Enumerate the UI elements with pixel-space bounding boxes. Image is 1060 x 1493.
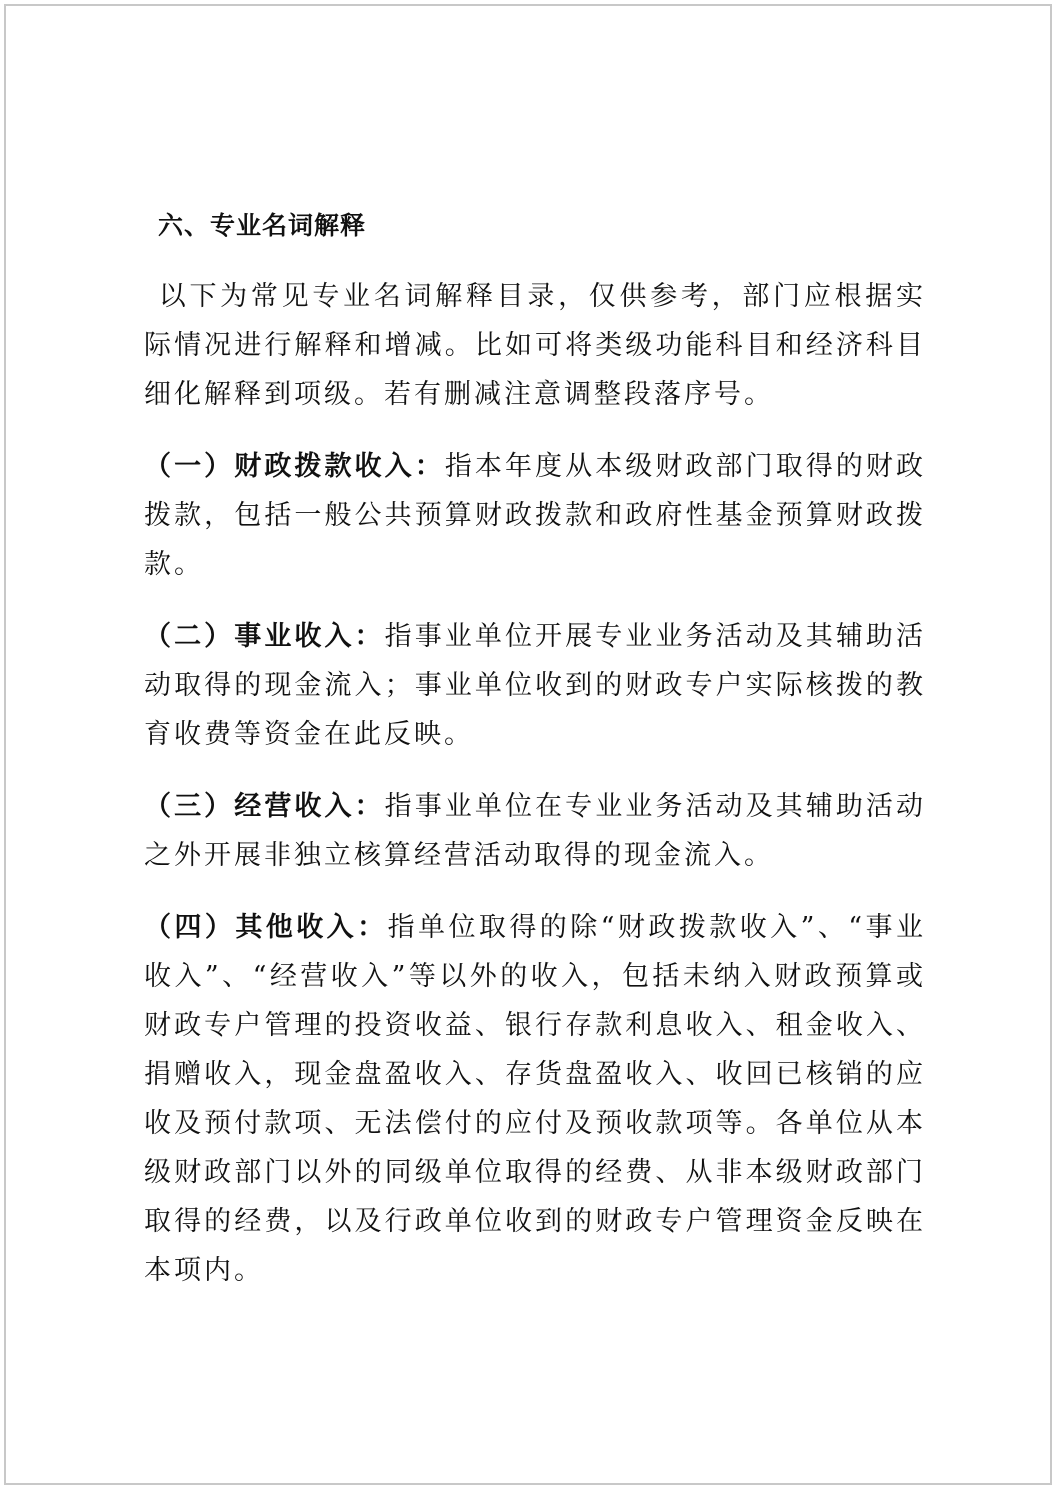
term-label: （四）其他收入： (144, 912, 388, 943)
document-page (4, 4, 1052, 1485)
term-definition: 指本年度从本级财政部门取得的财政拨款，包括一般公共预算财政拨款和政府性基金预算财政拨款。 (144, 451, 927, 580)
term-paragraph-4 (144, 903, 926, 1295)
term-paragraph-2 (144, 612, 926, 759)
intro-text: 以下为常见专业名词解释目录，仅供参考，部门应根据实际情况进行解释和增减。比如可将类级功能科目和经济科目细化解释到项级。若有删减注意调整段落序号。 (144, 281, 926, 410)
term-label: （一）财政拨款收入： (144, 451, 445, 482)
term-definition: 指事业单位开展专业业务活动及其辅助活动取得的现金流入；事业单位收到的财政专户实际核拨的教育收费等资金在此反映。 (144, 621, 926, 750)
document-content (144, 202, 926, 1318)
term-paragraph-3 (144, 782, 926, 880)
section-title: 六、专业名词解释 (158, 211, 367, 240)
intro-paragraph (144, 272, 926, 419)
term-label: （三）经营收入： (144, 791, 385, 822)
term-paragraph-1 (144, 442, 926, 589)
term-label: （二）事业收入： (144, 621, 385, 652)
term-definition: 指单位取得的除“财政拨款收入”、“事业收入”、“经营收入”等以外的收入，包括未纳入财政预算或财政专户管理的投资收益、银行存款利息收入、租金收入、捐赠收入，现金盘盈收入、存货盘盈收入、收回已核销的应收及预付款项、无法偿付的应付及预收款项等。各单位从本级财政部门以外的同级单位取得的经费、从非本级财政部门取得的经费，以及行政单位收到的财政专户管理资金反映在本项内。 (144, 912, 926, 1286)
term-definition: 指事业单位在专业业务活动及其辅助活动之外开展非独立核算经营活动取得的现金流入。 (144, 791, 926, 871)
